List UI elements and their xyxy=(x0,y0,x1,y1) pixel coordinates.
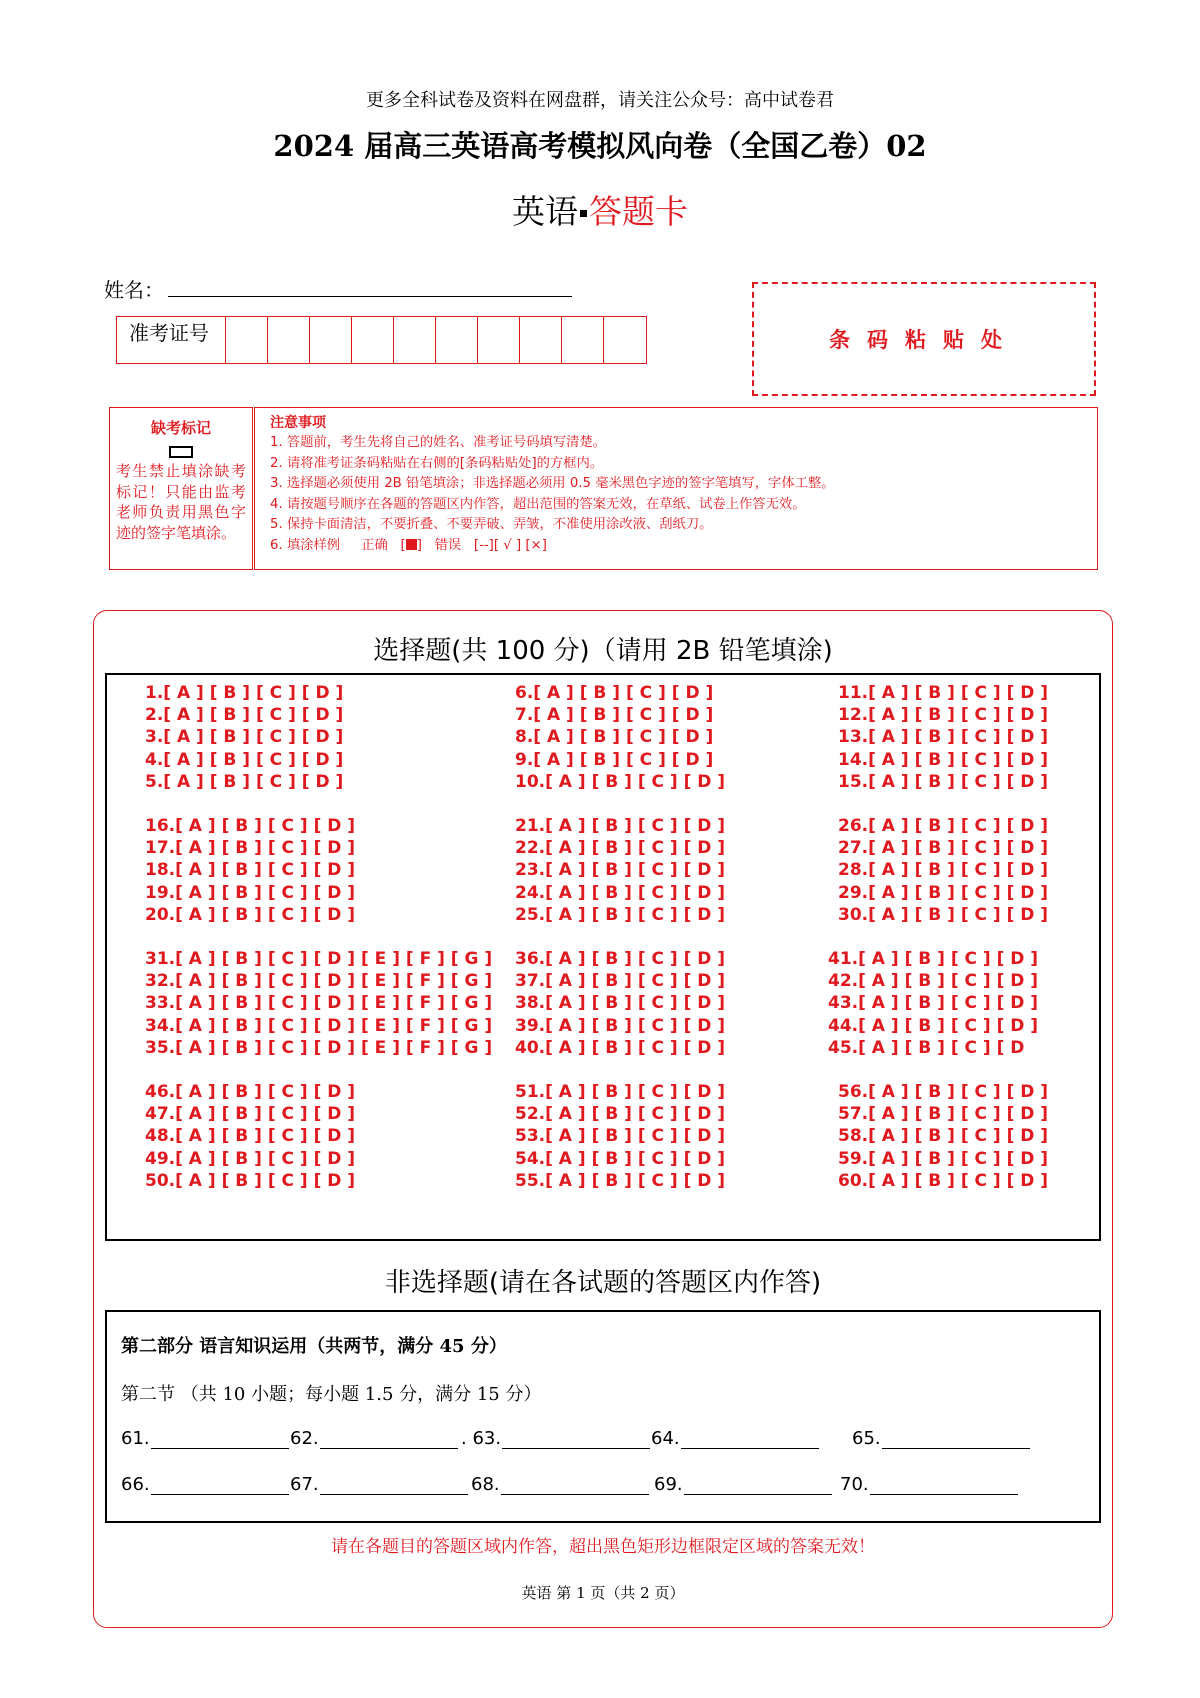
exam-id-cell[interactable] xyxy=(268,317,310,363)
notice-title: 注意事项 xyxy=(270,415,326,431)
mcq-question-row[interactable]: 59.[ A ] [ B ] [ C ] [ D ] xyxy=(838,1148,1049,1169)
blank-number: 70. xyxy=(840,1474,869,1495)
nonmcq-title: 非选择题(请在各试题的答题区内作答) xyxy=(384,1268,822,1298)
subject-label: 英语 xyxy=(512,192,578,231)
separator-square-icon xyxy=(580,210,587,217)
mcq-question-row[interactable]: 36.[ A ] [ B ] [ C ] [ D ] xyxy=(515,949,726,969)
answer-blank[interactable] xyxy=(320,1430,458,1449)
answer-blank[interactable] xyxy=(501,1476,649,1495)
mcq-question-row[interactable]: 32.[ A ] [ B ] [ C ] [ D ] [ E ] [ F ] [ G ] xyxy=(145,971,493,992)
card-subtitle xyxy=(0,186,1200,233)
notice-item: 1. 答题前，考生先将自己的姓名、准考证号码填写清楚。 xyxy=(270,435,607,450)
exam-id-cell[interactable] xyxy=(226,317,268,363)
mcq-question-row[interactable]: 45.[ A ] [ B ] [ C ] [ D xyxy=(828,1037,1025,1058)
answer-blank[interactable] xyxy=(684,1476,832,1495)
blank-number: 67. xyxy=(290,1474,319,1495)
fill-wrong-label: 错误 xyxy=(434,537,462,553)
mcq-question-row[interactable]: 55.[ A ] [ B ] [ C ] [ D ] xyxy=(515,1170,726,1191)
bottom-warning: 请在各题目的答题区域内作答，超出黑色矩形边框限定区域的答案无效！ xyxy=(331,1537,875,1557)
exam-id-cell[interactable] xyxy=(562,317,604,363)
exam-title: 2024 届高三英语高考模拟风向卷（全国乙卷）02 xyxy=(273,129,927,163)
exam-id-cell[interactable] xyxy=(394,317,436,363)
answer-blank[interactable] xyxy=(151,1476,289,1495)
mcq-question-row[interactable]: 50.[ A ] [ B ] [ C ] [ D ] xyxy=(145,1170,356,1191)
mcq-question-row[interactable]: 56.[ A ] [ B ] [ C ] [ D ] xyxy=(838,1082,1049,1102)
mcq-question-row[interactable]: 10.[ A ] [ B ] [ C ] [ D ] xyxy=(515,771,726,792)
notice-item-fill-sample: 6. 填涂样例 正确 [ ] 错误 [--][ √ ] [×] xyxy=(270,537,547,553)
mcq-question-row[interactable]: 8.[ A ] [ B ] [ C ] [ D ] xyxy=(515,727,714,748)
mcq-question-row[interactable]: 51.[ A ] [ B ] [ C ] [ D ] xyxy=(515,1082,726,1102)
fill-sample-label: 6. 填涂样例 xyxy=(270,537,341,553)
mcq-question-row[interactable]: 34.[ A ] [ B ] [ C ] [ D ] [ E ] [ F ] [ G ] xyxy=(145,1015,493,1036)
fill-wrong-marks: [--][ √ ] [×] xyxy=(473,537,547,553)
barcode-label: 条码粘贴处 xyxy=(829,327,1019,352)
mcq-question-row[interactable]: 47.[ A ] [ B ] [ C ] [ D ] xyxy=(145,1104,356,1125)
mcq-question-row[interactable]: 11.[ A ] [ B ] [ C ] [ D ] xyxy=(838,683,1049,703)
barcode-area xyxy=(752,282,1096,396)
answer-blank[interactable] xyxy=(502,1430,650,1449)
mcq-question-row[interactable]: 14.[ A ] [ B ] [ C ] [ D ] xyxy=(838,749,1049,770)
section-title: 第二节 （共 10 小题；每小题 1.5 分，满分 15 分） xyxy=(121,1384,542,1405)
mcq-question-row[interactable]: 42.[ A ] [ B ] [ C ] [ D ] xyxy=(828,971,1039,992)
exam-id-cell[interactable] xyxy=(520,317,562,363)
mcq-question-row[interactable]: 54.[ A ] [ B ] [ C ] [ D ] xyxy=(515,1148,726,1169)
mcq-question-row[interactable]: 33.[ A ] [ B ] [ C ] [ D ] [ E ] [ F ] [ G ] xyxy=(145,993,493,1014)
top-note: 更多全科试卷及资料在网盘群，请关注公众号：高中试卷君 xyxy=(366,90,834,111)
mcq-question-row[interactable]: 25.[ A ] [ B ] [ C ] [ D ] xyxy=(515,904,726,925)
blank-number: 68. xyxy=(471,1474,500,1495)
notice-box xyxy=(254,407,1098,570)
blank-number: 61. xyxy=(121,1428,150,1449)
mcq-question-row[interactable]: 23.[ A ] [ B ] [ C ] [ D ] xyxy=(515,860,726,881)
answer-blank[interactable] xyxy=(320,1476,468,1495)
mcq-question-row[interactable]: 19.[ A ] [ B ] [ C ] [ D ] xyxy=(145,882,356,903)
mcq-question-row[interactable]: 57.[ A ] [ B ] [ C ] [ D ] xyxy=(838,1104,1049,1125)
exam-id-cell[interactable] xyxy=(478,317,520,363)
mcq-question-row[interactable]: 9.[ A ] [ B ] [ C ] [ D ] xyxy=(515,749,714,770)
mcq-question-row[interactable]: 5.[ A ] [ B ] [ C ] [ D ] xyxy=(145,771,344,792)
answer-blank[interactable] xyxy=(882,1430,1030,1449)
mcq-question-row[interactable]: 29.[ A ] [ B ] [ C ] [ D ] xyxy=(838,882,1049,903)
mcq-question-row[interactable]: 28.[ A ] [ B ] [ C ] [ D ] xyxy=(838,860,1049,881)
blank-number: 62. xyxy=(290,1428,319,1449)
blank-number: 65. xyxy=(852,1428,881,1449)
mcq-question-row[interactable]: 52.[ A ] [ B ] [ C ] [ D ] xyxy=(515,1104,726,1125)
mcq-question-row[interactable]: 43.[ A ] [ B ] [ C ] [ D ] xyxy=(828,993,1039,1014)
fill-correct-label: 正确 xyxy=(361,537,388,553)
absent-mark-title: 缺考标记 xyxy=(150,419,211,437)
mcq-question-row[interactable]: 13.[ A ] [ B ] [ C ] [ D ] xyxy=(838,727,1049,748)
mcq-question-row[interactable]: 37.[ A ] [ B ] [ C ] [ D ] xyxy=(515,971,726,992)
part-title: 第二部分 语言知识运用（共两节，满分 45 分） xyxy=(121,1336,507,1357)
mcq-question-row[interactable]: 26.[ A ] [ B ] [ C ] [ D ] xyxy=(838,816,1049,836)
mcq-title: 选择题(共 100 分)（请用 2B 铅笔填涂) xyxy=(373,636,833,666)
mcq-question-row[interactable]: 7.[ A ] [ B ] [ C ] [ D ] xyxy=(515,705,714,726)
notice-item: 4. 请按题号顺序在各题的答题区内作答，超出范围的答案无效，在草纸、试卷上作答无效。 xyxy=(270,496,806,512)
mcq-question-row[interactable]: 53.[ A ] [ B ] [ C ] [ D ] xyxy=(515,1126,726,1147)
answer-blank[interactable] xyxy=(870,1476,1018,1495)
mcq-question-row[interactable]: 24.[ A ] [ B ] [ C ] [ D ] xyxy=(515,882,726,903)
mcq-question-row[interactable]: 35.[ A ] [ B ] [ C ] [ D ] [ E ] [ F ] [ G ] xyxy=(145,1037,493,1058)
mcq-question-row[interactable]: 39.[ A ] [ B ] [ C ] [ D ] xyxy=(515,1015,726,1036)
exam-id-cell[interactable] xyxy=(604,317,646,363)
notice-item: 2. 请将准考证条码粘贴在右侧的[条码粘贴处]的方框内。 xyxy=(270,455,604,471)
blank-number: . 63. xyxy=(461,1428,502,1449)
exam-id-cell[interactable] xyxy=(310,317,352,363)
mcq-question-row[interactable]: 30.[ A ] [ B ] [ C ] [ D ] xyxy=(838,904,1049,925)
mcq-question-row[interactable]: 31.[ A ] [ B ] [ C ] [ D ] [ E ] [ F ] [ G ] xyxy=(145,949,493,969)
mcq-question-row[interactable]: 21.[ A ] [ B ] [ C ] [ D ] xyxy=(515,816,726,836)
mcq-question-row[interactable]: 2.[ A ] [ B ] [ C ] [ D ] xyxy=(145,705,344,726)
mcq-question-row[interactable]: 4.[ A ] [ B ] [ C ] [ D ] xyxy=(145,749,344,770)
absent-mark-text: 考生禁止填涂缺考标记！只能由监考老师负责用黑色字迹的签字笔填涂。 xyxy=(116,462,246,542)
answer-blank[interactable] xyxy=(681,1430,819,1449)
notice-item: 3. 选择题必须使用 2B 铅笔填涂；非选择题必须用 0.5 毫米黑色字迹的签字笔填写，字体工整。 xyxy=(270,476,835,492)
mcq-question-row[interactable]: 1.[ A ] [ B ] [ C ] [ D ] xyxy=(145,683,344,703)
exam-id-label: 准考证号 xyxy=(117,317,226,363)
mcq-question-row[interactable]: 58.[ A ] [ B ] [ C ] [ D ] xyxy=(838,1126,1049,1147)
mcq-question-row[interactable]: 46.[ A ] [ B ] [ C ] [ D ] xyxy=(145,1082,356,1102)
exam-id-cell[interactable] xyxy=(436,317,478,363)
mcq-question-row[interactable]: 22.[ A ] [ B ] [ C ] [ D ] xyxy=(515,838,726,859)
mcq-question-row[interactable]: 20.[ A ] [ B ] [ C ] [ D ] xyxy=(145,904,356,925)
mcq-question-row[interactable]: 18.[ A ] [ B ] [ C ] [ D ] xyxy=(145,860,356,881)
page-footer: 英语 第 1 页（共 2 页） xyxy=(521,1584,685,1602)
mcq-question-row[interactable]: 40.[ A ] [ B ] [ C ] [ D ] xyxy=(515,1037,726,1058)
filled-square-icon xyxy=(406,539,417,550)
mcq-question-row[interactable]: 48.[ A ] [ B ] [ C ] [ D ] xyxy=(145,1126,356,1147)
answer-card-label: 答题卡 xyxy=(589,192,688,231)
blank-number: 66. xyxy=(121,1474,150,1495)
mcq-question-row[interactable]: 16.[ A ] [ B ] [ C ] [ D ] xyxy=(145,816,356,836)
mcq-question-row[interactable]: 17.[ A ] [ B ] [ C ] [ D ] xyxy=(145,838,356,859)
notice-item: 5. 保持卡面清洁，不要折叠、不要弄破、弄皱，不准使用涂改液、刮纸刀。 xyxy=(270,517,713,533)
blank-number: 64. xyxy=(651,1428,680,1449)
mcq-question-row[interactable]: 49.[ A ] [ B ] [ C ] [ D ] xyxy=(145,1148,356,1169)
absent-mark-box xyxy=(109,407,253,570)
mcq-question-row[interactable]: 60.[ A ] [ B ] [ C ] [ D ] xyxy=(838,1170,1049,1191)
blank-number: 69. xyxy=(654,1474,683,1495)
mcq-question-row[interactable]: 15.[ A ] [ B ] [ C ] [ D ] xyxy=(838,771,1049,792)
mcq-question-row[interactable]: 6.[ A ] [ B ] [ C ] [ D ] xyxy=(515,683,714,703)
mcq-question-row[interactable]: 27.[ A ] [ B ] [ C ] [ D ] xyxy=(838,838,1049,859)
exam-id-cell[interactable] xyxy=(352,317,394,363)
name-field[interactable] xyxy=(168,296,572,297)
mcq-question-row[interactable]: 12.[ A ] [ B ] [ C ] [ D ] xyxy=(838,705,1049,726)
exam-id-table xyxy=(116,316,647,364)
mcq-question-row[interactable]: 3.[ A ] [ B ] [ C ] [ D ] xyxy=(145,727,344,748)
absent-mark-checkbox[interactable] xyxy=(169,446,193,458)
mcq-question-row[interactable]: 38.[ A ] [ B ] [ C ] [ D ] xyxy=(515,993,726,1014)
mcq-question-row[interactable]: 41.[ A ] [ B ] [ C ] [ D ] xyxy=(828,949,1039,969)
answer-blank[interactable] xyxy=(151,1430,289,1449)
name-label: 姓名： xyxy=(104,278,164,302)
mcq-question-row[interactable]: 44.[ A ] [ B ] [ C ] [ D ] xyxy=(828,1015,1039,1036)
